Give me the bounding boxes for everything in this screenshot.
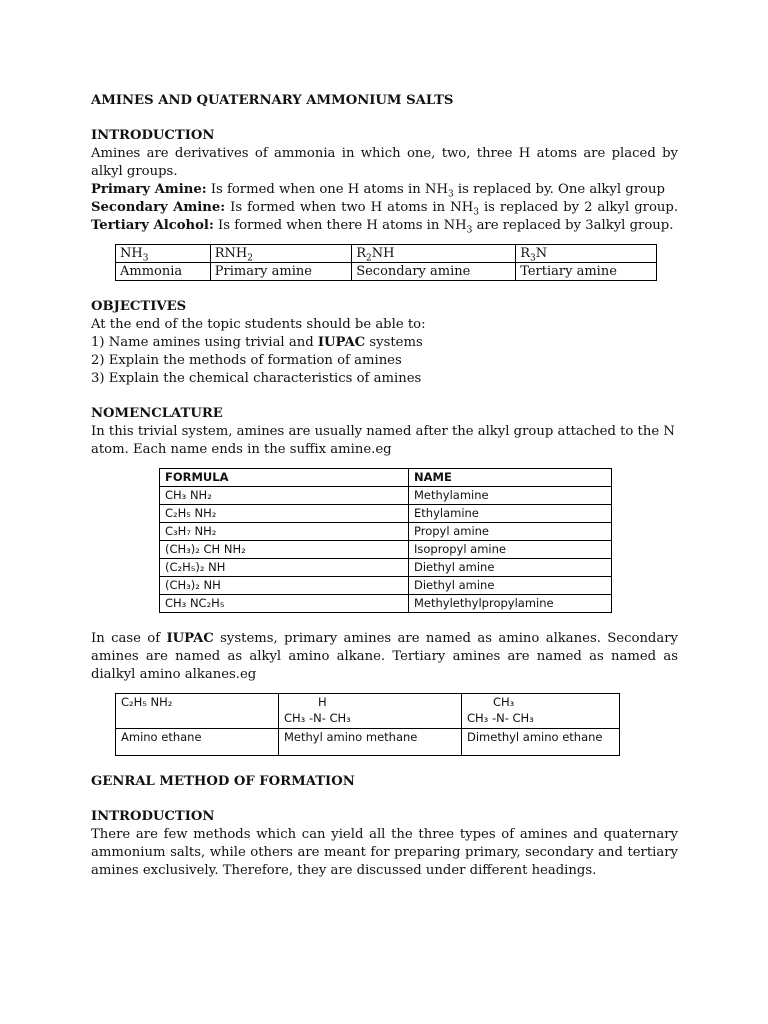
primary-amine-label: Primary Amine: (91, 182, 207, 197)
secondary-amine-label: Secondary Amine: (91, 200, 226, 215)
formula-cell: (CH₃)₂ NH (160, 577, 409, 595)
name-cell: Propyl amine (409, 523, 612, 541)
table-header: FORMULA (160, 469, 409, 487)
objective-item: 3) Explain the chemical characteristics of amines (91, 371, 422, 386)
formula-cell: C₂H₅ NH₂ (116, 694, 279, 729)
iupac-names-table (115, 693, 620, 756)
amine-types-table (115, 244, 657, 281)
objective-item: 2) Explain the methods of formation of amines (91, 353, 402, 368)
name-cell: Diethyl amine (409, 559, 612, 577)
table-row (160, 487, 612, 505)
table-row (160, 541, 612, 559)
table-cell: $NH_3$ (116, 245, 211, 263)
document-title: AMINES AND QUATERNARY AMMONIUM SALTS (91, 93, 454, 108)
table-row (116, 729, 620, 756)
nomenclature-heading: NOMENCLATURE (91, 406, 223, 421)
name-cell: Dimethyl amino ethane (462, 729, 620, 756)
formula-cell: CH₃ CH₃ -N- CH₃ (462, 694, 620, 729)
name-cell: Ethylamine (409, 505, 612, 523)
name-cell: Isopropyl amine (409, 541, 612, 559)
formula-cell: (C₂H₅)₂ NH (160, 559, 409, 577)
table-cell: $R_3N$ (516, 245, 657, 263)
objectives-intro: At the end of the topic students should be able to: (91, 317, 426, 332)
formula-cell: CH₃ NC₂H₅ (160, 595, 409, 613)
tertiary-amine-definition: Tertiary Alcohol: Is formed when there H atoms in $NH_3$ are replaced by 3alkyl group. (91, 218, 674, 236)
name-cell: Methylethylpropylamine (409, 595, 612, 613)
primary-amine-definition: Primary Amine: Is formed when one H atoms in $NH_3$ is replaced by. One alkyl group (91, 182, 665, 200)
iupac-text: In case of IUPAC systems, primary amines are named as amino alkanes. Secondary amines are named as alkyl amino alkane. Tertiary amines are named as named as dialkyl amino alkanes.eg (91, 631, 678, 682)
formula-cell: C₃H₇ NH₂ (160, 523, 409, 541)
table-row (160, 595, 612, 613)
tertiary-amine-label: Tertiary Alcohol: (91, 218, 214, 233)
formation-intro-heading: INTRODUCTION (91, 809, 215, 824)
table-row (160, 577, 612, 595)
objective-item: 1) Name amines using trivial and IUPAC systems (91, 335, 423, 350)
table-header-row (160, 469, 612, 487)
name-cell: Methylamine (409, 487, 612, 505)
trivial-names-table (159, 468, 612, 613)
table-row (160, 523, 612, 541)
table-row (160, 505, 612, 523)
formula-cell: CH₃ NH₂ (160, 487, 409, 505)
formula-cell: C₂H₅ NH₂ (160, 505, 409, 523)
table-row (116, 263, 657, 281)
table-row (116, 245, 657, 263)
table-cell: $R_2NH$ (352, 245, 516, 263)
nomenclature-text: In this trivial system, amines are usually named after the alkyl group attached to the N atom. Each name ends in the suffix amine.eg (91, 424, 675, 457)
table-row (116, 694, 620, 729)
table-cell: Ammonia (116, 263, 211, 281)
table-header: NAME (409, 469, 612, 487)
formula-cell: H CH₃ -N- CH₃ (279, 694, 462, 729)
formation-heading: GENRAL METHOD OF FORMATION (91, 774, 355, 789)
table-cell: Secondary amine (352, 263, 516, 281)
name-cell: Diethyl amine (409, 577, 612, 595)
name-cell: Amino ethane (116, 729, 279, 756)
table-row (160, 559, 612, 577)
objectives-heading: OBJECTIVES (91, 299, 187, 314)
intro-text: Amines are derivatives of ammonia in which one, two, three H atoms are placed by alkyl groups. (91, 146, 678, 179)
table-cell: $RNH_2$ (210, 245, 351, 263)
intro-heading: INTRODUCTION (91, 128, 215, 143)
document-page (91, 92, 678, 880)
name-cell: Methyl amino methane (279, 729, 462, 756)
secondary-amine-definition: Secondary Amine: Is formed when two H atoms in $NH_3$ is replaced by 2 alkyl group. (91, 200, 679, 218)
formation-text: There are few methods which can yield all the three types of amines and quaternary ammonium salts, while others are meant for preparing primary, secondary and tertiary amines exclusively. Therefore, they are discussed under different headings. (91, 827, 678, 878)
table-cell: Primary amine (210, 263, 351, 281)
formula-cell: (CH₃)₂ CH NH₂ (160, 541, 409, 559)
table-cell: Tertiary amine (516, 263, 657, 281)
